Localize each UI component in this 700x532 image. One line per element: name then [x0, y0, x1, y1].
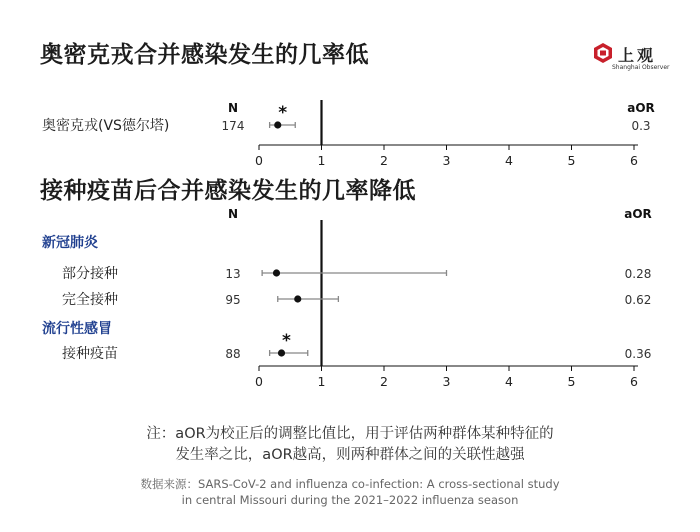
plot2-row-aor: 0.62	[624, 293, 652, 307]
plot2-x-tick-label: 0	[255, 374, 263, 389]
plot1-n-header: N	[227, 101, 239, 115]
plot1-x-tick-label: 6	[630, 153, 638, 168]
plot2-row-label: 接种疫苗	[62, 346, 118, 362]
plot2-aor-header: aOR	[624, 207, 652, 221]
source-line-1: 数据来源：SARS-CoV-2 and influenza co-infection: A cross-sectional study	[140, 477, 560, 491]
plot2-x-tick-label: 6	[630, 374, 638, 389]
source-citation	[0, 476, 700, 508]
logo-text-en: Shanghai Observer	[612, 64, 670, 71]
plot1-row-aor: 0.3	[631, 119, 651, 133]
page-title-top: 奥密克戎合并感染发生的几率低	[40, 42, 369, 68]
plot2-row-n: 88	[225, 347, 241, 361]
plot1-significance-asterisk: *	[278, 103, 288, 123]
footnote-line-1: 注：aOR为校正后的调整比值比，用于评估两种群体某种特征的	[146, 426, 554, 442]
plot1-x-tick-label: 0	[255, 153, 263, 168]
plot2-x-tick-label: 5	[567, 374, 576, 389]
plot2-x-tick-label: 4	[505, 374, 513, 389]
plot2-row-label: 完全接种	[62, 292, 118, 308]
plot2-n-header: N	[227, 207, 239, 221]
plot2-aor-point	[273, 269, 280, 276]
plot2-significance-asterisk: *	[282, 331, 291, 351]
plot1-row-label: 奥密克戎(VS德尔塔)	[42, 118, 170, 134]
plot2-group-label: 新冠肺炎	[42, 235, 98, 251]
plot2-x-tick-label: 2	[380, 374, 388, 389]
plot1-x-tick-label: 4	[505, 153, 513, 168]
plot2-group-label: 流行性感冒	[42, 321, 112, 337]
footnote-line-2: 发生率之比，aOR越高，则两种群体之间的关联性越强	[175, 447, 525, 463]
plot1-x-tick-label: 5	[567, 153, 576, 168]
source-line-2: in central Missouri during the 2021–2022 influenza season	[181, 493, 519, 507]
plot1-row-n: 174	[221, 119, 245, 133]
plot2-row-n: 13	[225, 267, 241, 281]
plot2-row-aor: 0.36	[624, 347, 652, 361]
plot2-x-tick-label: 1	[317, 374, 326, 389]
plot2-row-aor: 0.28	[624, 267, 652, 281]
page-title-bottom: 接种疫苗后合并感染发生的几率降低	[40, 178, 416, 204]
plot2-row-label: 部分接种	[62, 266, 118, 282]
plot1-x-tick-label: 2	[380, 153, 388, 168]
plot2-x-tick-label: 3	[442, 374, 451, 389]
logo-text-cn: 上观	[618, 46, 657, 65]
plot2-aor-point	[294, 295, 301, 302]
plot1-x-tick-label: 1	[317, 153, 326, 168]
footnote	[0, 424, 700, 466]
plot1-aor-header: aOR	[627, 101, 655, 115]
plot1-x-tick-label: 3	[442, 153, 451, 168]
plot2-row-n: 95	[225, 293, 241, 307]
